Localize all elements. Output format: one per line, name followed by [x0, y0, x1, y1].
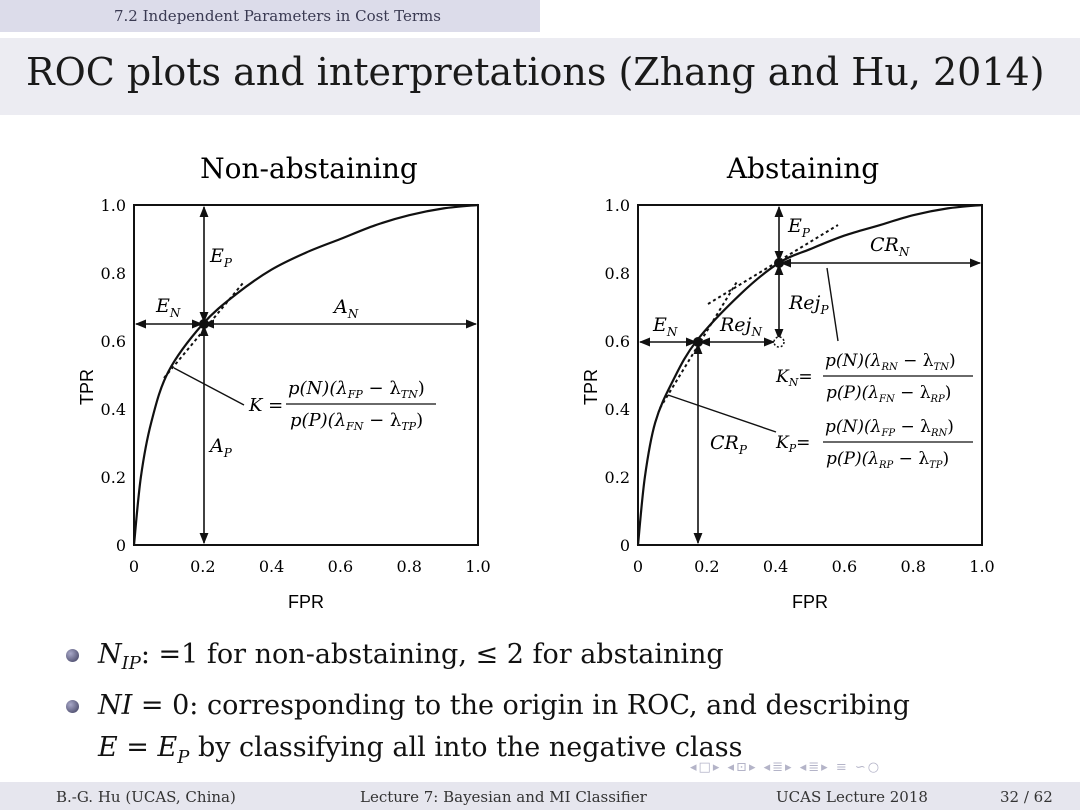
svg-text:p(P)(λFN − λTP): $p(P)(\lambda_{FN} - \lambda_{TP})$ [290, 410, 424, 433]
svg-text:p(N)(λFP − λRN): $p(N)(\lambda_{FP} - \lambda_{RN})$ [825, 417, 954, 439]
right-xtick-label: 0.6 [831, 557, 858, 576]
footer-bar [0, 782, 1080, 810]
nav-left-arrow[interactable]: ◂ [799, 760, 809, 775]
left-ytick-label: 0 [115, 536, 126, 555]
right-lower-point [693, 337, 703, 347]
bullet-term: NI [98, 690, 133, 722]
nav-left-arrow[interactable]: ◂ [690, 760, 699, 775]
svg-text:p(P)(λFN − λRP): $p(P)(\lambda_{FN} - \lambda_{RP})$ [826, 383, 952, 405]
left-chart-title: Non-abstaining [200, 152, 418, 185]
right-xtick-label: 1.0 [969, 557, 995, 576]
svg-text:p(P)(λRP − λTP): $p(P)(\lambda_{RP} - \lambda_{TP})$ [826, 449, 950, 471]
bullet-term-sub: P [177, 746, 190, 768]
nav-right-arrow[interactable]: ▸ [712, 760, 722, 775]
right-rejn-label: Rej$_N$ [720, 314, 762, 339]
right-en-label: $E_N$ [653, 314, 678, 339]
bullet-text: by classifying all into the negative class [189, 732, 743, 764]
nav-right-arrow[interactable]: ▸ [785, 760, 794, 775]
left-xlabel: FPR [288, 592, 324, 612]
right-ytick-label: 0.2 [604, 468, 630, 487]
bullet-item [66, 685, 1026, 727]
left-ytick-label: 1.0 [100, 196, 126, 215]
left-an-label: $A_N$ [334, 296, 359, 321]
right-xtick-label: 0.8 [900, 557, 926, 576]
slide-title: ROC plots and interpretations (Zhang and Hu, 2014) [26, 50, 1045, 94]
nav-subsection-icon[interactable]: ≣ [808, 760, 822, 775]
right-ytick-label: 0.6 [604, 332, 630, 351]
nav-subsection-icon[interactable]: ≣ [772, 760, 786, 775]
bullet-list [66, 634, 1026, 779]
nav-right-arrow[interactable]: ▸ [748, 760, 758, 775]
svg-text:p(N)(λRN − λTN): $p(N)(\lambda_{RN} - \lambda_{TN})$ [825, 351, 956, 373]
right-kp-formula [775, 417, 973, 471]
bullet-term-sub: IP [121, 653, 141, 675]
left-xtick-label: 0.2 [190, 557, 216, 576]
right-rejp-label: Rej$_P$ [789, 292, 829, 317]
headline-bar [0, 0, 1080, 32]
right-kp-leader [668, 395, 776, 432]
right-kn-formula [775, 351, 973, 405]
svg-text:KP=: $K_P=$ [776, 433, 811, 455]
right-upper-point [774, 258, 784, 268]
bullet-text: = 0: corresponding to the origin in ROC, and describing [132, 690, 910, 722]
bullet-dot-icon [66, 700, 79, 713]
left-ap-label: $A_P$ [210, 435, 232, 460]
right-ytick-label: 0.4 [604, 400, 630, 419]
right-crp-label: $CR_P$ [710, 432, 747, 457]
bullet-term: N [98, 639, 122, 670]
bullet-term: E [157, 732, 178, 764]
right-xtick-label: 0.2 [694, 557, 720, 576]
section-tab[interactable] [0, 0, 540, 32]
footer-lecture: Lecture 7: Bayesian and MI Classifier [360, 788, 647, 806]
nav-section-icon[interactable]: ⊡ [736, 760, 749, 775]
left-ytick-label: 0.6 [100, 332, 126, 351]
right-crn-label: $CR_N$ [870, 234, 910, 259]
left-k-leader [174, 368, 244, 405]
section-label: 7.2 Independent Parameters in Cost Terms [114, 7, 441, 25]
roc-figure [0, 140, 1080, 620]
right-xlabel: FPR [792, 592, 828, 612]
left-xtick-label: 0.6 [327, 557, 354, 576]
right-ytick-label: 0.8 [604, 264, 630, 283]
left-k-formula [248, 378, 436, 433]
beamer-nav-controls[interactable] [690, 760, 881, 775]
left-ytick-label: 0.4 [100, 400, 126, 419]
bullet-dot-icon [66, 649, 79, 662]
right-ylabel: TPR [581, 369, 601, 405]
footer-author: B.-G. Hu (UCAS, China) [56, 788, 236, 806]
title-band [0, 38, 1080, 115]
nav-search-icon[interactable]: ∽○ [854, 760, 882, 775]
svg-text:KN=: $K_N=$ [776, 367, 813, 389]
footer-page: 32 / 62 [1000, 788, 1053, 806]
right-xtick-label: 0.4 [762, 557, 789, 576]
footer-venue: UCAS Lecture 2018 [776, 788, 928, 806]
left-ep-label: $E_P$ [210, 245, 232, 270]
bullet-text: = [117, 732, 158, 764]
left-operating-point [199, 319, 209, 329]
right-chart-title: Abstaining [726, 152, 880, 185]
right-xtick-label: 0 [632, 557, 644, 576]
left-plot-frame [134, 205, 478, 545]
left-xtick-label: 0.8 [396, 557, 422, 576]
left-xtick-label: 0 [128, 557, 140, 576]
nav-align-icon[interactable]: ≡ [835, 760, 849, 775]
nav-left-arrow[interactable]: ◂ [727, 760, 737, 775]
left-roc-curve [134, 205, 478, 545]
bullet-item [66, 634, 1026, 685]
nav-frame-icon[interactable]: □ [698, 760, 713, 775]
left-ytick-label: 0.8 [100, 264, 126, 283]
left-xtick-label: 0.4 [258, 557, 285, 576]
right-reject-point [774, 337, 784, 347]
left-xtick-label: 1.0 [465, 557, 491, 576]
right-kn-leader [827, 268, 838, 341]
left-en-label: $E_N$ [156, 295, 181, 320]
right-ytick-label: 1.0 [604, 196, 630, 215]
svg-text:p(N)(λFP − λTN): $p(N)(\lambda_{FP} - \lambda_{TN})$ [288, 378, 425, 401]
left-ylabel: TPR [77, 369, 97, 405]
left-ytick-label: 0.2 [100, 468, 126, 487]
bullet-term: E [98, 732, 118, 764]
right-ytick-label: 0 [619, 536, 630, 555]
nav-left-arrow[interactable]: ◂ [763, 760, 773, 775]
bullet-text: : =1 for non-abstaining, ≤ 2 for abstaining [140, 639, 724, 670]
nav-right-arrow[interactable]: ▸ [821, 760, 830, 775]
svg-text:K =: K = [249, 395, 284, 416]
bullet-continuation [66, 727, 1026, 778]
right-ep-label: $E_P$ [788, 215, 810, 240]
